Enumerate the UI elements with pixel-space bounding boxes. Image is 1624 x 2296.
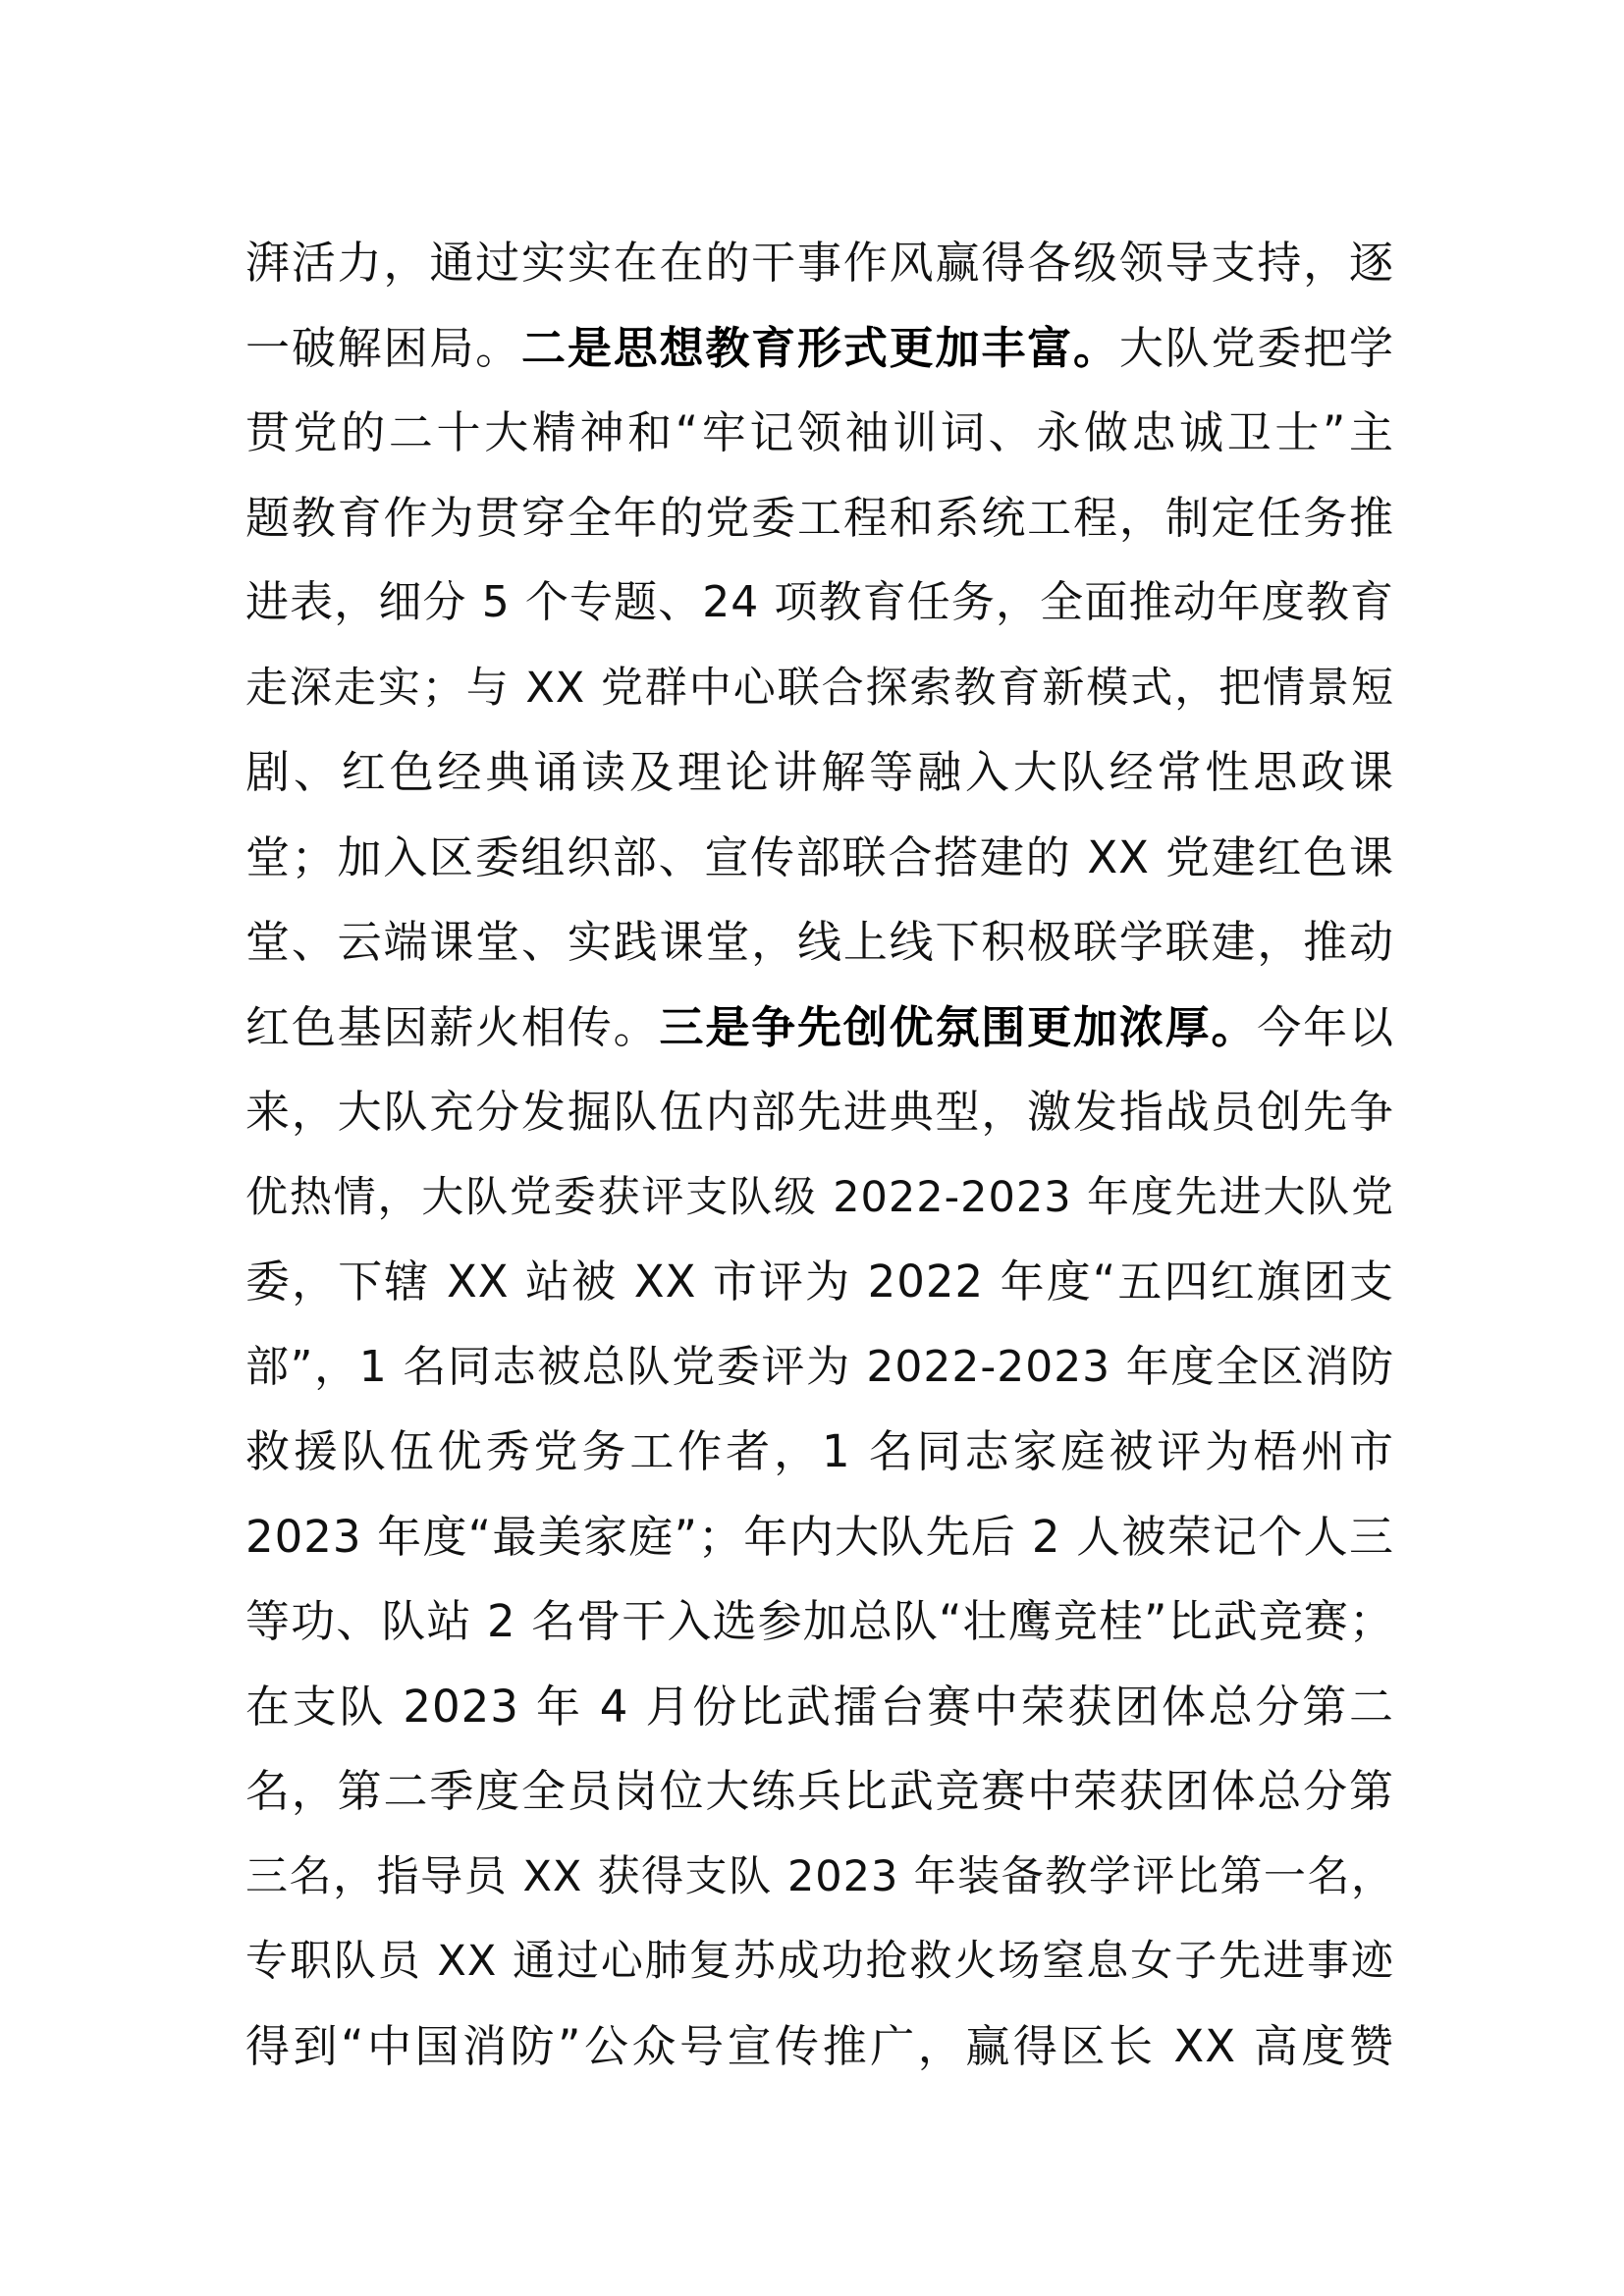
body-text-segment: 三名，指导员 XX 获得支队 2023 年装备教学评比第一名， [245,1851,1394,1901]
text-line [245,476,1394,561]
text-line [245,1410,1394,1495]
body-text-segment: 来，大队充分发掘队伍内部先进典型，激发指战员创先争 [245,1086,1394,1138]
text-line [245,900,1394,986]
text-line [245,730,1394,816]
body-text-segment: 走深走实；与 XX 党群中心联合探索教育新模式，把情景短 [245,663,1394,713]
body-text-segment: 等功、队站 2 名骨干入选参加总队“壮鹰竞桂”比武竞赛； [245,1595,1394,1647]
bold-heading-text: 三是争先创优氛围更加浓厚。 [659,1000,1258,1053]
body-text-segment: 题教育作为贯穿全年的党委工程和系统工程，制定任务推 [245,491,1394,544]
body-text-segment: 进表，细分 5 个专题、24 项教育任务，全面推动年度教育 [245,577,1394,627]
body-text-segment: 2023 年度“最美家庭”；年内大队先后 2 人被荣记个人三 [245,1510,1394,1563]
body-text-segment: 湃活力，通过实实在在的干事作风赢得各级领导支持，逐 [245,237,1394,289]
body-text-segment: 得到“中国消防”公众号宣传推广，赢得区长 XX 高度赞 [245,2019,1394,2072]
text-line [245,1155,1394,1241]
body-text-segment: 一破解困局。 [245,321,521,374]
body-text-segment: 剧、红色经典诵读及理论讲解等融入大队经常性思政课 [245,746,1394,798]
text-line [245,2004,1394,2090]
body-text-segment: 红色基因薪火相传。 [245,1000,660,1053]
body-text-segment: 贯党的二十大精神和“牢记领袖训词、永做忠诚卫士”主 [245,406,1394,458]
body-text-segment: 优热情，大队党委获评支队级 2022-2023 年度先进大队党 [245,1172,1394,1222]
body-text-segment: 今年以 [1257,1000,1394,1053]
text-line [245,986,1394,1071]
text-line [245,1579,1394,1665]
body-text-segment: 部”，1 名同志被总队党委评为 2022-2023 年度全区消防 [245,1341,1394,1392]
body-text-segment: 名，第二季度全员岗位大练兵比武竞赛中荣获团体总分第 [245,1765,1394,1817]
body-text-segment: 专职队员 XX 通过心肺复苏成功抢救火场窒息女子先进事迹 [245,1937,1394,1986]
text-line [245,1495,1394,1580]
text-line [245,1835,1394,1920]
text-line [245,1919,1394,2004]
body-text-segment: 在支队 2023 年 4 月份比武擂台赛中荣获团体总分第二 [245,1680,1394,1733]
body-text-segment: 堂、云端课堂、实践课堂，线上线下积极联学联建，推动 [245,916,1394,968]
text-line [245,306,1394,392]
text-line [245,221,1394,306]
text-line [245,1070,1394,1155]
text-line [245,561,1394,646]
body-text-segment: 大队党委把学 [1118,321,1394,374]
body-text-segment: 救援队伍优秀党务工作者，1 名同志家庭被评为梧州市 [245,1425,1394,1477]
text-line [245,1665,1394,1750]
text-line [245,646,1394,731]
text-line [245,1749,1394,1835]
text-line [245,1325,1394,1411]
text-line [245,391,1394,476]
text-line [245,816,1394,901]
text-line [245,1240,1394,1325]
body-text-segment: 委，下辖 XX 站被 XX 市评为 2022 年度“五四红旗团支 [245,1255,1394,1308]
body-text-segment: 堂；加入区委组织部、宣传部联合搭建的 XX 党建红色课 [245,830,1394,883]
bold-heading-text: 二是思想教育形式更加丰富。 [521,321,1119,374]
body-paragraph [245,221,1394,2089]
